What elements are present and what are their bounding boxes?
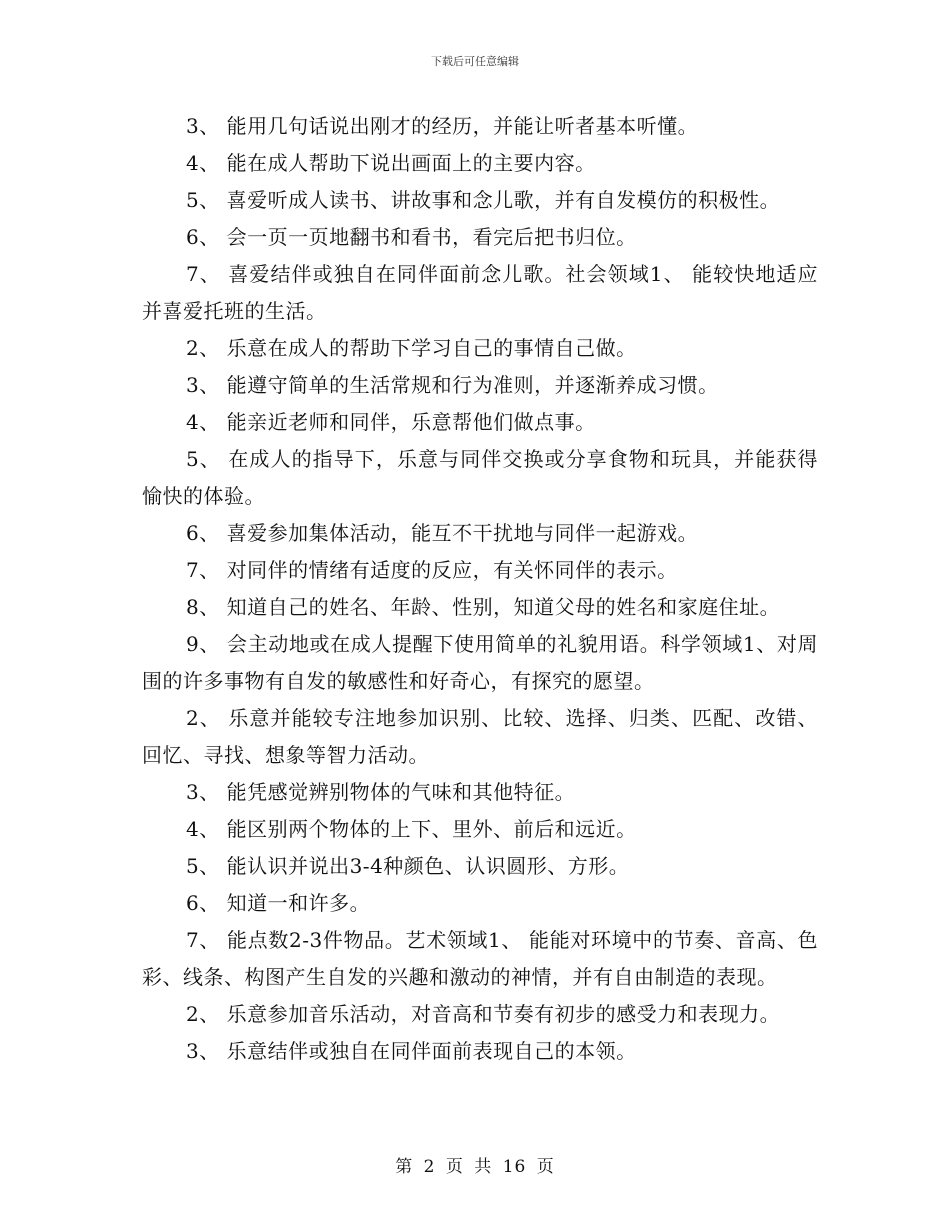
paragraph: 8、 知道自己的姓名、年龄、性别，知道父母的姓名和家庭住址。 — [186, 595, 781, 619]
paragraph: 5、 喜爱听成人读书、讲故事和念儿歌，并有自发模仿的积极性。 — [186, 188, 781, 212]
paragraph: 5、 在成人的指导下，乐意与同伴交换或分享食物和玩具，并能获得愉快的体验。 — [142, 447, 818, 508]
paragraph: 2、 乐意并能较专注地参加识别、比较、选择、归类、匹配、改错、回忆、寻找、想象等智力活动。 — [142, 706, 818, 767]
paragraph: 6、 会一页一页地翻书和看书，看完后把书归位。 — [186, 225, 637, 249]
paragraph: 4、 能在成人帮助下说出画面上的主要内容。 — [186, 151, 596, 175]
paragraph: 2、 乐意在成人的帮助下学习自己的事情自己做。 — [186, 336, 637, 360]
paragraph: 2、 乐意参加音乐活动，对音高和节奏有初步的感受力和表现力。 — [186, 1002, 781, 1026]
paragraph: 6、 喜爱参加集体活动，能互不干扰地与同伴一起游戏。 — [186, 521, 699, 545]
paragraph: 7、 对同伴的情绪有适度的反应，有关怀同伴的表示。 — [186, 558, 678, 582]
document-body — [142, 108, 818, 1070]
paragraph: 4、 能亲近老师和同伴，乐意帮他们做点事。 — [186, 410, 596, 434]
paragraph: 7、 能点数2-3件物品。艺术领域1、 能能对环境中的节奏、音高、色彩、线条、构图产生自发的兴趣和激动的神情，并有自由制造的表现。 — [142, 928, 818, 989]
paragraph: 7、 喜爱结伴或独自在同伴面前念儿歌。社会领域1、 能较快地适应并喜爱托班的生活。 — [142, 262, 818, 323]
page-number-footer: 第 2 页 共 16 页 — [395, 1157, 555, 1177]
paragraph: 3、 能遵守简单的生活常规和行为准则，并逐渐养成习惯。 — [186, 373, 719, 397]
paragraph: 4、 能区别两个物体的上下、里外、前后和远近。 — [186, 817, 637, 841]
paragraph: 3、 能用几句话说出刚才的经历，并能让听者基本听懂。 — [186, 114, 699, 138]
paragraph: 5、 能认识并说出3-4种颜色、认识圆形、方形。 — [186, 854, 630, 878]
paragraph: 3、 能凭感觉辨别物体的气味和其他特征。 — [186, 780, 576, 804]
paragraph: 9、 会主动地或在成人提醒下使用简单的礼貌用语。科学领域1、对周围的许多事物有自发的敏感性和好奇心，有探究的愿望。 — [142, 632, 818, 693]
paragraph: 6、 知道一和许多。 — [186, 891, 371, 915]
page-header: 下载后可任意编辑 — [431, 55, 519, 68]
paragraph: 3、 乐意结伴或独自在同伴面前表现自己的本领。 — [186, 1039, 637, 1063]
